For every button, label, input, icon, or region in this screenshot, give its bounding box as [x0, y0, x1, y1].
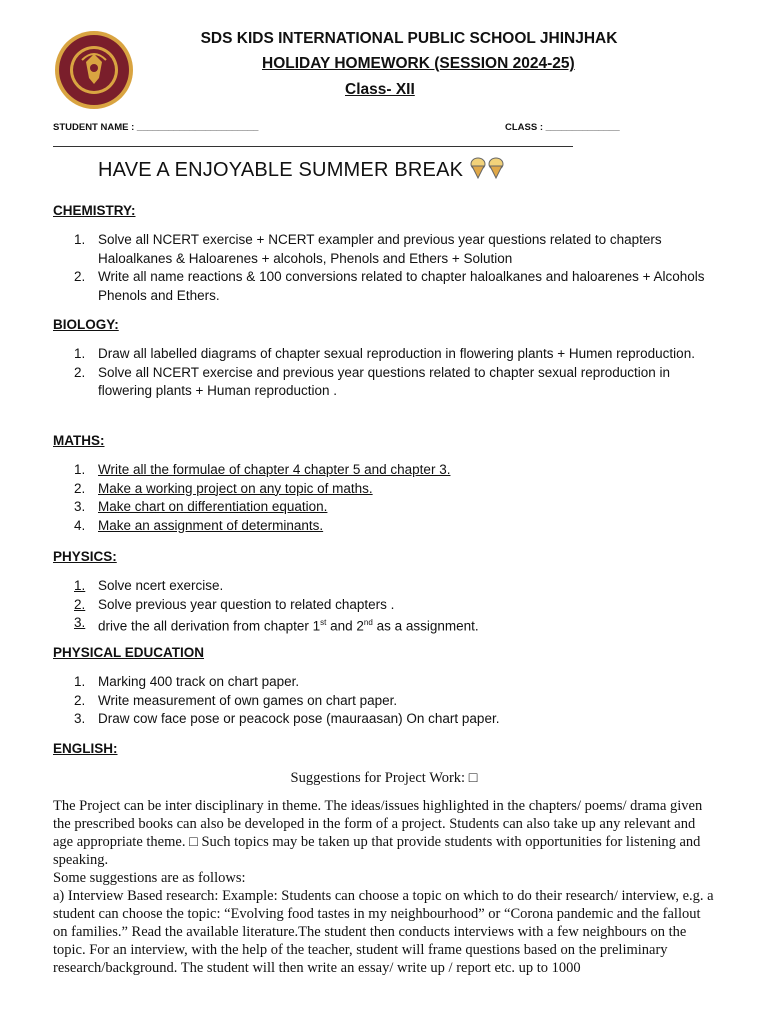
- list-item: 1. Solve all NCERT exercise + NCERT exampler and previous year questions related to chapters Haloalkanes & Haloarenes + alcohols, Phenols and Ethers + Solution: [74, 232, 662, 266]
- homework-title: HOLIDAY HOMEWORK (SESSION 2024-25): [262, 55, 575, 72]
- list-item: 2. Write measurement of own games on chart paper.: [74, 692, 398, 708]
- english-heading: ENGLISH:: [53, 741, 118, 756]
- list-item: 4. Make an assignment of determinants.: [74, 517, 324, 533]
- maths-heading: MATHS:: [53, 433, 105, 448]
- maths-list: [74, 461, 724, 535]
- physics-heading: PHYSICS:: [53, 549, 117, 564]
- biology-heading: BIOLOGY:: [53, 317, 119, 332]
- list-item: 1. Write all the formulae of chapter 4 chapter 5 and chapter 3.: [74, 462, 451, 477]
- list-item: 1. Draw all labelled diagrams of chapter sexual reproduction in flowering plants + Humen reproduction.: [74, 346, 695, 361]
- list-item: 1. Solve ncert exercise.: [74, 578, 224, 593]
- list-item: 2. Solve all NCERT exercise and previous year questions related to chapter sexual reproduction in flowering plants + Human reproduction .: [74, 364, 671, 398]
- list-item: 2. Solve previous year question to related chapters .: [74, 596, 395, 612]
- list-item: 1. Marking 400 track on chart paper.: [74, 674, 300, 689]
- banner-text: HAVE A ENJOYABLE SUMMER BREAK: [98, 159, 464, 181]
- list-item: 2. Make a working project on any topic of maths.: [74, 480, 373, 496]
- paragraph: The Project can be inter disciplinary in theme. The ideas/issues highlighted in the chapters/ poems/ drama given the prescribed books can also be developed in the form of a project. Students can also take up any relevant and age appropriate theme. □ Such topics may be taken up that provide students with opportunities for listening and speaking.: [53, 798, 703, 868]
- class-heading: Class- XII: [345, 81, 415, 98]
- list-item: 3. Make chart on differentiation equation.: [74, 499, 328, 514]
- physics-list: [74, 577, 724, 636]
- ice-cream-icon: [469, 157, 487, 185]
- ice-cream-icon: [487, 157, 505, 185]
- english-paragraphs: [53, 797, 715, 977]
- suggestion-title: Suggestions for Project Work: □: [290, 770, 478, 786]
- student-name-field: STUDENT NAME : _______________________: [53, 122, 259, 133]
- school-name: SDS KIDS INTERNATIONAL PUBLIC SCHOOL JHINJHAK: [200, 30, 618, 47]
- chemistry-list: [74, 231, 724, 305]
- divider: [53, 146, 573, 147]
- paragraph: a) Interview Based research: Example: Students can choose a topic on which to do their research/ interview, e.g. a student can choose the topic: “Evolving food tastes in my neighbourhood” or “Corona pandemic and the fallout on families.” Read the available literature.The student then conducts interviews with a few neighbours on the topic. For an interview, with the help of the teacher, student will frame questions based on the preliminary research/background. The student will then write an essay/ write up / report etc. up to 1000: [53, 888, 714, 976]
- list-item: 3. drive the all derivation from chapter 1st and 2nd as a assignment.: [74, 615, 479, 634]
- list-item: 2. Write all name reactions & 100 conversions related to chapter haloalkanes and haloarenes + Alcohols Phenols and Ethers.: [74, 269, 705, 303]
- physical-education-heading: PHYSICAL EDUCATION: [53, 645, 205, 660]
- summer-banner: [98, 157, 505, 185]
- class-field: CLASS : ______________: [505, 122, 620, 133]
- chemistry-heading: CHEMISTRY:: [53, 203, 136, 218]
- physical-education-list: [74, 673, 724, 729]
- list-item: 3. Draw cow face pose or peacock pose (mauraasan) On chart paper.: [74, 711, 500, 726]
- paragraph: Some suggestions are as follows:: [53, 870, 246, 886]
- biology-list: [74, 345, 724, 401]
